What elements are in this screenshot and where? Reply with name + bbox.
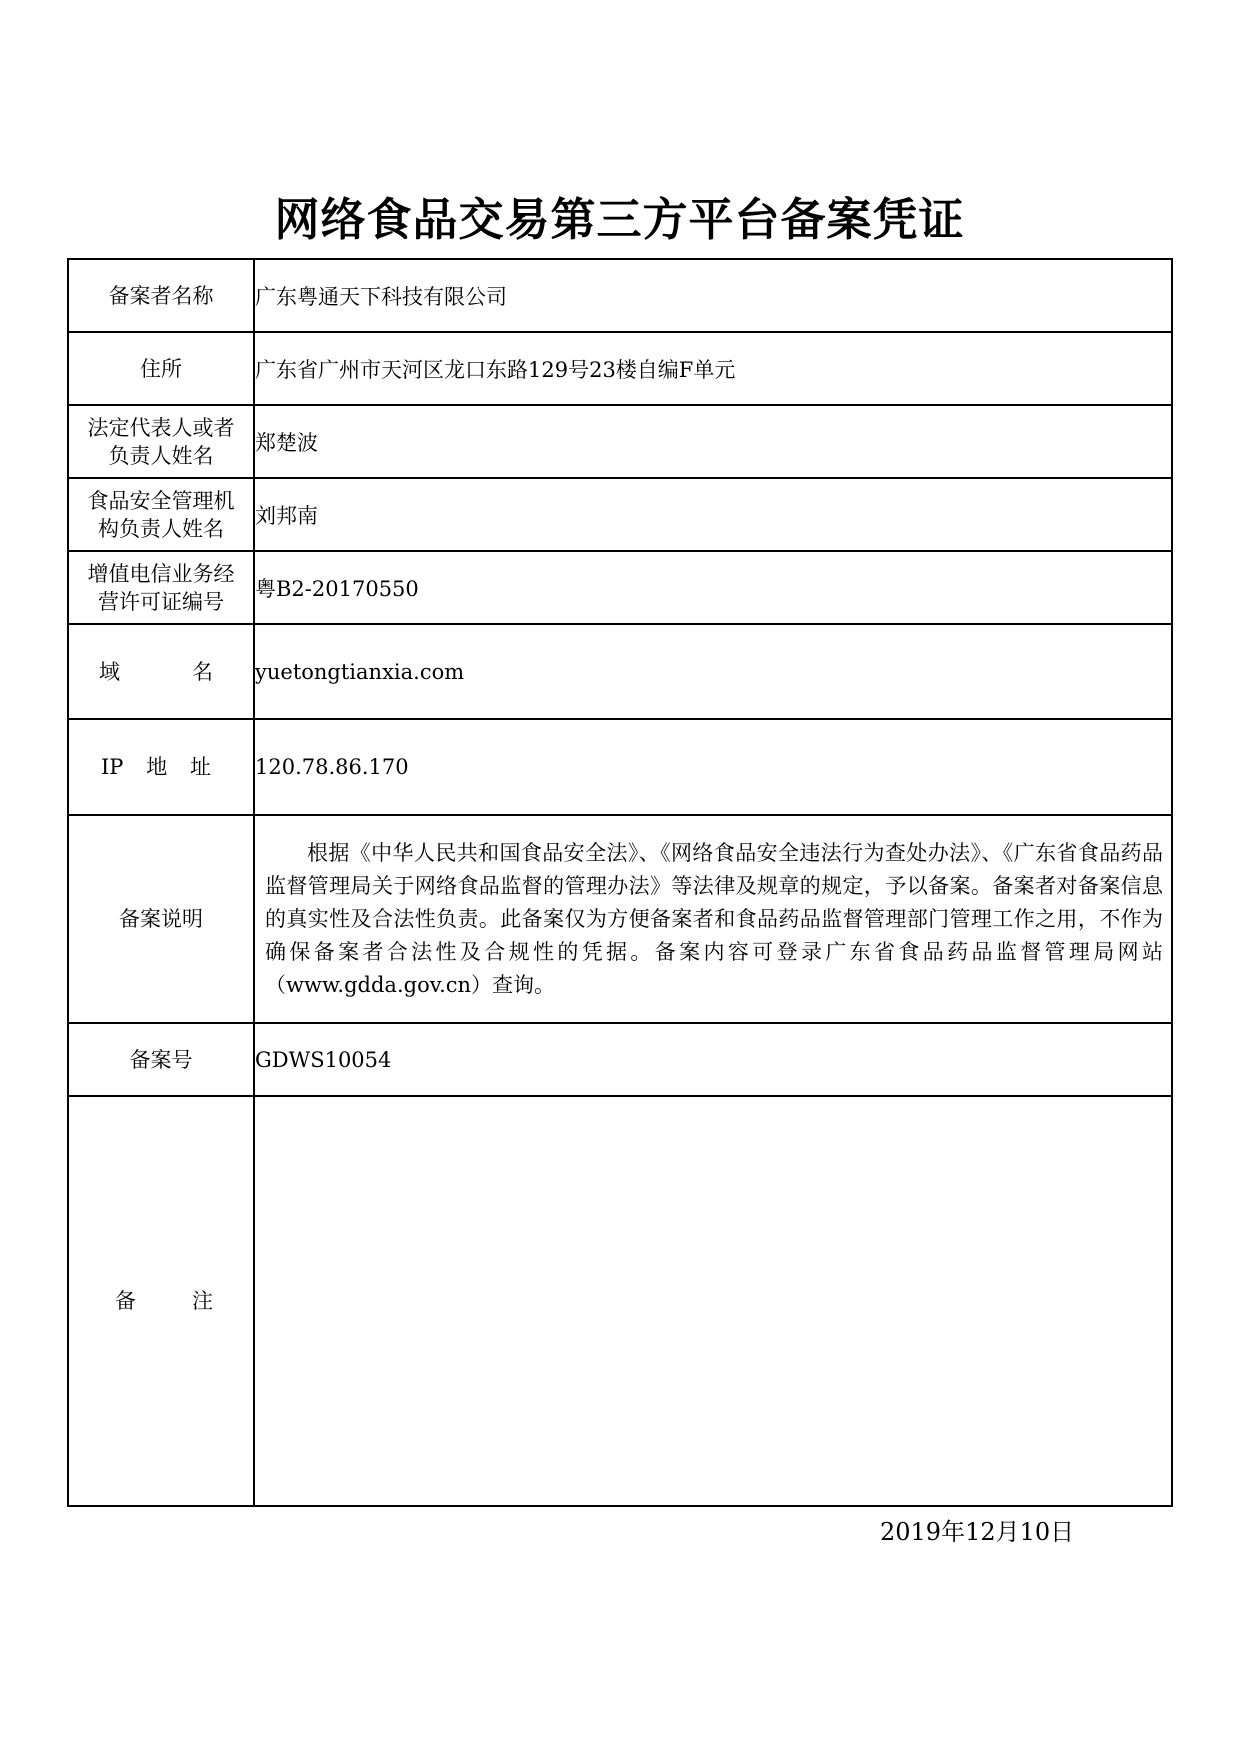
label-address: 住所: [68, 332, 254, 405]
description-text: 根据《中华人民共和国食品安全法》、《网络食品安全违法行为查处办法》、《广东省食品药品监督管理局关于网络食品监督的管理办法》等法律及规章的规定，予以备案。备案者对备案信息的真实性及合法性负责。此备案仅为方便备案者和食品药品监督管理部门管理工作之用，不作为确保备案者合法性及合规性的凭据。备案内容可登录广东省食品药品监督管理局网站（www.gdda.gov.cn）查询。: [265, 840, 1163, 997]
row-telecom-license: [68, 551, 1172, 624]
record-table: [67, 258, 1173, 1507]
label-domain-char2: 名: [192, 659, 213, 684]
value-filer-name: 广东粤通天下科技有限公司: [254, 259, 1172, 332]
row-name: [68, 259, 1172, 332]
value-remarks: [254, 1096, 1172, 1506]
value-food-safety-head: 刘邦南: [254, 478, 1172, 551]
label-record-no: 备案号: [68, 1023, 254, 1096]
row-food-safety-head: [68, 478, 1172, 551]
document-title: 网络食品交易第三方平台备案凭证: [274, 193, 965, 246]
label-telecom-license-line1: 增值电信业务经: [87, 561, 235, 586]
label-food-safety-head: [68, 478, 254, 551]
label-ip-part2: 地: [146, 755, 168, 779]
label-domain: [68, 624, 254, 719]
value-ip: 120.78.86.170: [254, 719, 1172, 815]
row-ip: [68, 719, 1172, 815]
label-remarks-char2: 注: [192, 1289, 213, 1313]
row-remarks: [68, 1096, 1172, 1506]
label-food-safety-head-line1: 食品安全管理机: [87, 488, 235, 513]
label-telecom-license: [68, 551, 254, 624]
label-legal-rep-line1: 法定代表人或者: [87, 415, 235, 440]
row-domain: [68, 624, 1172, 719]
label-description: 备案说明: [68, 815, 254, 1023]
value-legal-rep: 郑楚波: [254, 405, 1172, 478]
label-food-safety-head-line2: 构负责人姓名: [98, 516, 224, 541]
value-address: 广东省广州市天河区龙口东路129号23楼自编F单元: [254, 332, 1172, 405]
row-legal-rep: [68, 405, 1172, 478]
label-remarks: [68, 1096, 254, 1506]
row-record-no: [68, 1023, 1172, 1096]
label-filer-name: 备案者名称: [68, 259, 254, 332]
label-legal-rep-line2: 负责人姓名: [108, 443, 214, 468]
label-ip-part1: IP: [101, 755, 124, 779]
value-telecom-license: 粤B2-20170550: [254, 551, 1172, 624]
label-ip-part3: 址: [190, 755, 211, 779]
value-description: [254, 815, 1172, 1023]
row-description: [68, 815, 1172, 1023]
label-legal-rep: [68, 405, 254, 478]
value-record-no: GDWS10054: [254, 1023, 1172, 1096]
value-domain: yuetongtianxia.com: [254, 624, 1172, 719]
label-telecom-license-line2: 营许可证编号: [98, 589, 224, 614]
label-domain-char1: 域: [99, 659, 120, 684]
issue-date: 2019年12月10日: [880, 1518, 1075, 1546]
row-address: [68, 332, 1172, 405]
label-remarks-char1: 备: [115, 1289, 136, 1313]
label-ip: [68, 719, 254, 815]
